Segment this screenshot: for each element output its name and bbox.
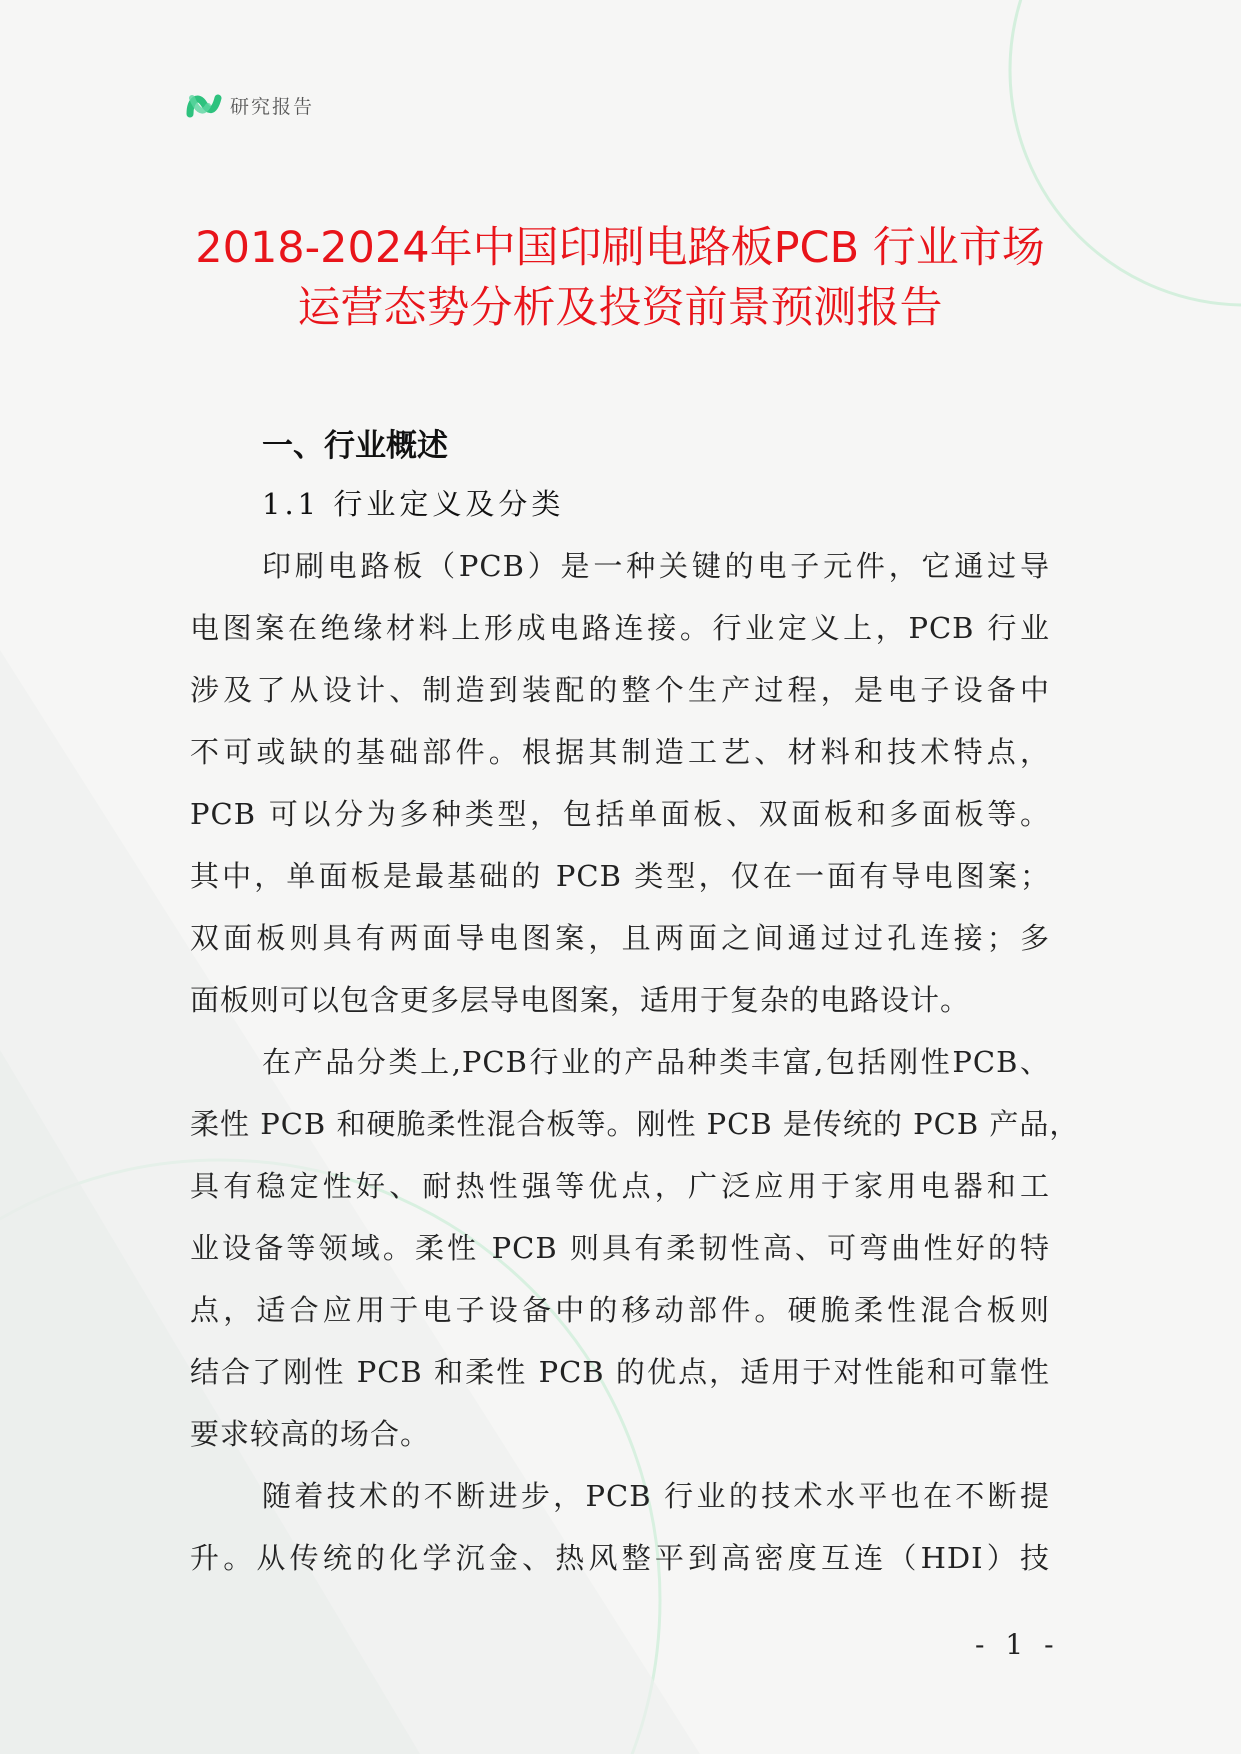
paragraph-1-line: 双面板则具有两面导电图案，且两面之间通过过孔连接；多 [190,921,1050,955]
paragraph-1-line: 不可或缺的基础部件。根据其制造工艺、材料和技术特点， [190,735,1050,769]
paragraph-1-line: 涉及了从设计、制造到装配的整个生产过程，是电子设备中 [190,673,1050,707]
paragraph-3-line: 随着技术的不断进步，PCB 行业的技术水平也在不断提 [262,1479,1050,1513]
body-text [190,535,1080,1589]
brand-header [186,90,314,120]
paragraph-1-line: 其中，单面板是最基础的 PCB 类型，仅在一面有导电图案； [190,859,1050,893]
paragraph-2-line: 业设备等领域。柔性 PCB 则具有柔韧性高、可弯曲性好的特 [190,1231,1050,1265]
report-title [150,218,1090,338]
brand-label: 研究报告 [230,95,315,118]
paragraph-2-line: 结合了刚性 PCB 和柔性 PCB 的优点，适用于对性能和可靠性 [190,1355,1050,1389]
paragraph-3-line: 升。从传统的化学沉金、热风整平到高密度互连（HDI）技 [190,1541,1050,1575]
paragraph-2-line: 在产品分类上,PCB行业的产品种类丰富,包括刚性PCB、 [262,1045,1050,1079]
brand-logo-icon [186,90,222,120]
paragraph-1-line: 印刷电路板（PCB）是一种关键的电子元件，它通过导 [262,549,1050,583]
paragraph-2-line: 点，适合应用于电子设备中的移动部件。硬脆柔性混合板则 [190,1293,1050,1327]
report-title-line-2: 运营态势分析及投资前景预测报告 [297,283,943,333]
paragraph-1-line: 电图案在绝缘材料上形成电路连接。行业定义上，PCB 行业 [190,611,1050,645]
page-number: - 1 - [975,1628,1060,1661]
paragraph-2-line: 具有稳定性好、耐热性强等优点，广泛应用于家用电器和工 [190,1169,1050,1203]
subsection-heading: 1.1 行业定义及分类 [262,487,565,521]
paragraph-1-line: 面板则可以包含更多层导电图案，适用于复杂的电路设计。 [190,983,971,1017]
paragraph-1-line: PCB 可以分为多种类型，包括单面板、双面板和多面板等。 [190,797,1050,831]
paragraph-2-line: 柔性 PCB 和硬脆柔性混合板等。刚性 PCB 是传统的 PCB 产品， [190,1107,1080,1141]
report-title-line-1: 2018-2024年中国印刷电路板PCB 行业市场 [195,223,1045,273]
paragraph-2-line: 要求较高的场合。 [190,1417,431,1451]
section-heading: 一、行业概述 [262,428,448,464]
